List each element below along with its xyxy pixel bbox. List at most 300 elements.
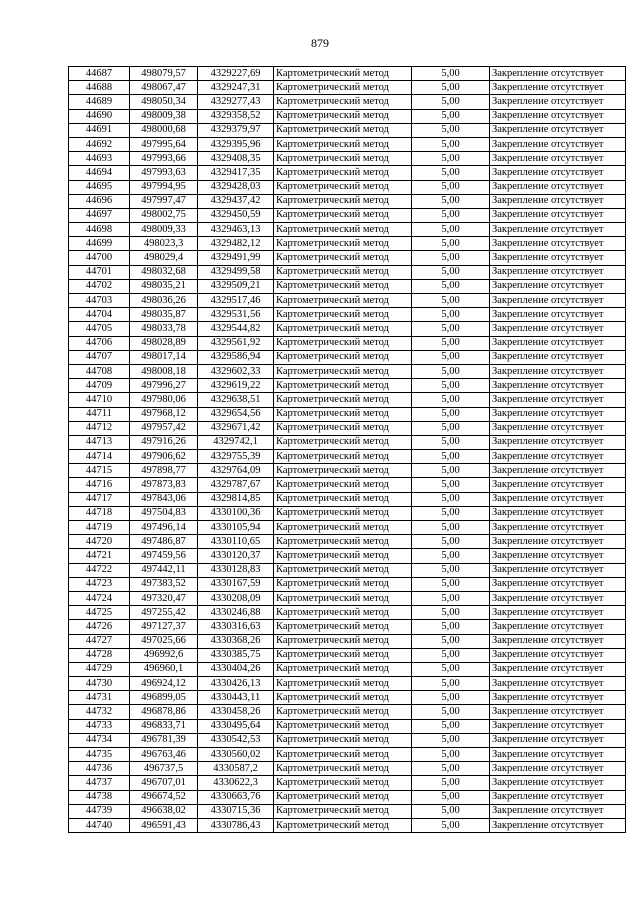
point-number-cell: 44699 bbox=[69, 237, 130, 251]
table-row bbox=[69, 492, 626, 506]
accuracy-cell: 5,00 bbox=[412, 606, 490, 620]
x-coordinate-cell: 496763,46 bbox=[130, 748, 198, 762]
accuracy-cell: 5,00 bbox=[412, 393, 490, 407]
point-number-cell: 44715 bbox=[69, 464, 130, 478]
method-cell: Картометрический метод bbox=[274, 223, 412, 237]
x-coordinate-cell: 496992,6 bbox=[130, 648, 198, 662]
fixing-cell: Закрепление отсутствует bbox=[490, 620, 626, 634]
y-coordinate-cell: 4329428,03 bbox=[198, 180, 274, 194]
method-cell: Картометрический метод bbox=[274, 450, 412, 464]
fixing-cell: Закрепление отсутствует bbox=[490, 748, 626, 762]
y-coordinate-cell: 4330404,26 bbox=[198, 662, 274, 676]
method-cell: Картометрический метод bbox=[274, 364, 412, 378]
page-number: 879 bbox=[311, 36, 329, 50]
fixing-cell: Закрепление отсутствует bbox=[490, 535, 626, 549]
fixing-cell: Закрепление отсутствует bbox=[490, 818, 626, 832]
y-coordinate-cell: 4330110,65 bbox=[198, 535, 274, 549]
accuracy-cell: 5,00 bbox=[412, 549, 490, 563]
table-row bbox=[69, 81, 626, 95]
method-cell: Картометрический метод bbox=[274, 123, 412, 137]
x-coordinate-cell: 497442,11 bbox=[130, 563, 198, 577]
point-number-cell: 44736 bbox=[69, 762, 130, 776]
point-number-cell: 44707 bbox=[69, 350, 130, 364]
x-coordinate-cell: 498036,26 bbox=[130, 294, 198, 308]
y-coordinate-cell: 4330167,59 bbox=[198, 577, 274, 591]
table-row bbox=[69, 421, 626, 435]
y-coordinate-cell: 4330587,2 bbox=[198, 762, 274, 776]
point-number-cell: 44738 bbox=[69, 790, 130, 804]
accuracy-cell: 5,00 bbox=[412, 265, 490, 279]
x-coordinate-cell: 497127,37 bbox=[130, 620, 198, 634]
fixing-cell: Закрепление отсутствует bbox=[490, 294, 626, 308]
fixing-cell: Закрепление отсутствует bbox=[490, 251, 626, 265]
table-row bbox=[69, 648, 626, 662]
accuracy-cell: 5,00 bbox=[412, 506, 490, 520]
accuracy-cell: 5,00 bbox=[412, 705, 490, 719]
accuracy-cell: 5,00 bbox=[412, 521, 490, 535]
point-number-cell: 44716 bbox=[69, 478, 130, 492]
y-coordinate-cell: 4330128,83 bbox=[198, 563, 274, 577]
method-cell: Картометрический метод bbox=[274, 208, 412, 222]
point-number-cell: 44688 bbox=[69, 81, 130, 95]
method-cell: Картометрический метод bbox=[274, 251, 412, 265]
fixing-cell: Закрепление отсутствует bbox=[490, 308, 626, 322]
method-cell: Картометрический метод bbox=[274, 662, 412, 676]
point-number-cell: 44730 bbox=[69, 677, 130, 691]
method-cell: Картометрический метод bbox=[274, 435, 412, 449]
y-coordinate-cell: 4329787,67 bbox=[198, 478, 274, 492]
y-coordinate-cell: 4330663,76 bbox=[198, 790, 274, 804]
x-coordinate-cell: 497898,77 bbox=[130, 464, 198, 478]
table-row bbox=[69, 790, 626, 804]
x-coordinate-cell: 497997,47 bbox=[130, 194, 198, 208]
y-coordinate-cell: 4330458,26 bbox=[198, 705, 274, 719]
y-coordinate-cell: 4330368,26 bbox=[198, 634, 274, 648]
method-cell: Картометрический метод bbox=[274, 705, 412, 719]
y-coordinate-cell: 4330542,53 bbox=[198, 733, 274, 747]
x-coordinate-cell: 497968,12 bbox=[130, 407, 198, 421]
table-row bbox=[69, 393, 626, 407]
point-number-cell: 44737 bbox=[69, 776, 130, 790]
point-number-cell: 44726 bbox=[69, 620, 130, 634]
y-coordinate-cell: 4329742,1 bbox=[198, 435, 274, 449]
fixing-cell: Закрепление отсутствует bbox=[490, 549, 626, 563]
fixing-cell: Закрепление отсутствует bbox=[490, 166, 626, 180]
point-number-cell: 44695 bbox=[69, 180, 130, 194]
table-row bbox=[69, 407, 626, 421]
y-coordinate-cell: 4329395,96 bbox=[198, 137, 274, 151]
x-coordinate-cell: 498028,89 bbox=[130, 336, 198, 350]
x-coordinate-cell: 496924,12 bbox=[130, 677, 198, 691]
point-number-cell: 44705 bbox=[69, 322, 130, 336]
method-cell: Картометрический метод bbox=[274, 521, 412, 535]
y-coordinate-cell: 4330385,75 bbox=[198, 648, 274, 662]
x-coordinate-cell: 496878,86 bbox=[130, 705, 198, 719]
table-row bbox=[69, 563, 626, 577]
accuracy-cell: 5,00 bbox=[412, 95, 490, 109]
fixing-cell: Закрепление отсутствует bbox=[490, 180, 626, 194]
y-coordinate-cell: 4329544,82 bbox=[198, 322, 274, 336]
point-number-cell: 44687 bbox=[69, 67, 130, 81]
x-coordinate-cell: 496591,43 bbox=[130, 818, 198, 832]
accuracy-cell: 5,00 bbox=[412, 407, 490, 421]
y-coordinate-cell: 4329619,22 bbox=[198, 379, 274, 393]
y-coordinate-cell: 4330560,02 bbox=[198, 748, 274, 762]
y-coordinate-cell: 4329764,09 bbox=[198, 464, 274, 478]
table-row bbox=[69, 662, 626, 676]
method-cell: Картометрический метод bbox=[274, 648, 412, 662]
table-row bbox=[69, 67, 626, 81]
x-coordinate-cell: 497504,83 bbox=[130, 506, 198, 520]
accuracy-cell: 5,00 bbox=[412, 563, 490, 577]
y-coordinate-cell: 4330316,63 bbox=[198, 620, 274, 634]
table-row bbox=[69, 478, 626, 492]
method-cell: Картометрический метод bbox=[274, 634, 412, 648]
fixing-cell: Закрепление отсутствует bbox=[490, 563, 626, 577]
point-number-cell: 44727 bbox=[69, 634, 130, 648]
table-row bbox=[69, 95, 626, 109]
table-row bbox=[69, 450, 626, 464]
fixing-cell: Закрепление отсутствует bbox=[490, 634, 626, 648]
x-coordinate-cell: 498032,68 bbox=[130, 265, 198, 279]
method-cell: Картометрический метод bbox=[274, 535, 412, 549]
x-coordinate-cell: 497025,66 bbox=[130, 634, 198, 648]
point-number-cell: 44690 bbox=[69, 109, 130, 123]
point-number-cell: 44693 bbox=[69, 152, 130, 166]
method-cell: Картометрический метод bbox=[274, 591, 412, 605]
y-coordinate-cell: 4329499,58 bbox=[198, 265, 274, 279]
x-coordinate-cell: 497957,42 bbox=[130, 421, 198, 435]
point-number-cell: 44701 bbox=[69, 265, 130, 279]
point-number-cell: 44700 bbox=[69, 251, 130, 265]
method-cell: Картометрический метод bbox=[274, 478, 412, 492]
y-coordinate-cell: 4330443,11 bbox=[198, 691, 274, 705]
accuracy-cell: 5,00 bbox=[412, 237, 490, 251]
fixing-cell: Закрепление отсутствует bbox=[490, 407, 626, 421]
y-coordinate-cell: 4329463,13 bbox=[198, 223, 274, 237]
accuracy-cell: 5,00 bbox=[412, 137, 490, 151]
coordinates-table bbox=[68, 66, 626, 833]
table-row bbox=[69, 294, 626, 308]
x-coordinate-cell: 498067,47 bbox=[130, 81, 198, 95]
table-row bbox=[69, 152, 626, 166]
method-cell: Картометрический метод bbox=[274, 152, 412, 166]
x-coordinate-cell: 498033,78 bbox=[130, 322, 198, 336]
y-coordinate-cell: 4329671,42 bbox=[198, 421, 274, 435]
accuracy-cell: 5,00 bbox=[412, 748, 490, 762]
y-coordinate-cell: 4329531,56 bbox=[198, 308, 274, 322]
accuracy-cell: 5,00 bbox=[412, 492, 490, 506]
method-cell: Картометрический метод bbox=[274, 407, 412, 421]
method-cell: Картометрический метод bbox=[274, 265, 412, 279]
accuracy-cell: 5,00 bbox=[412, 152, 490, 166]
accuracy-cell: 5,00 bbox=[412, 790, 490, 804]
table-row bbox=[69, 705, 626, 719]
method-cell: Картометрический метод bbox=[274, 322, 412, 336]
y-coordinate-cell: 4329654,56 bbox=[198, 407, 274, 421]
x-coordinate-cell: 496833,71 bbox=[130, 719, 198, 733]
accuracy-cell: 5,00 bbox=[412, 733, 490, 747]
fixing-cell: Закрепление отсутствует bbox=[490, 478, 626, 492]
point-number-cell: 44722 bbox=[69, 563, 130, 577]
y-coordinate-cell: 4330246,88 bbox=[198, 606, 274, 620]
point-number-cell: 44698 bbox=[69, 223, 130, 237]
accuracy-cell: 5,00 bbox=[412, 180, 490, 194]
fixing-cell: Закрепление отсутствует bbox=[490, 464, 626, 478]
method-cell: Картометрический метод bbox=[274, 776, 412, 790]
fixing-cell: Закрепление отсутствует bbox=[490, 95, 626, 109]
fixing-cell: Закрепление отсутствует bbox=[490, 521, 626, 535]
x-coordinate-cell: 498035,21 bbox=[130, 279, 198, 293]
table-row bbox=[69, 364, 626, 378]
table-row bbox=[69, 123, 626, 137]
x-coordinate-cell: 497873,83 bbox=[130, 478, 198, 492]
accuracy-cell: 5,00 bbox=[412, 634, 490, 648]
accuracy-cell: 5,00 bbox=[412, 166, 490, 180]
fixing-cell: Закрепление отсутствует bbox=[490, 719, 626, 733]
fixing-cell: Закрепление отсутствует bbox=[490, 705, 626, 719]
fixing-cell: Закрепление отсутствует bbox=[490, 606, 626, 620]
y-coordinate-cell: 4329509,21 bbox=[198, 279, 274, 293]
accuracy-cell: 5,00 bbox=[412, 818, 490, 832]
accuracy-cell: 5,00 bbox=[412, 804, 490, 818]
y-coordinate-cell: 4330495,64 bbox=[198, 719, 274, 733]
x-coordinate-cell: 497459,56 bbox=[130, 549, 198, 563]
fixing-cell: Закрепление отсутствует bbox=[490, 804, 626, 818]
fixing-cell: Закрепление отсутствует bbox=[490, 393, 626, 407]
x-coordinate-cell: 497496,14 bbox=[130, 521, 198, 535]
y-coordinate-cell: 4330715,36 bbox=[198, 804, 274, 818]
x-coordinate-cell: 496899,05 bbox=[130, 691, 198, 705]
accuracy-cell: 5,00 bbox=[412, 648, 490, 662]
accuracy-cell: 5,00 bbox=[412, 478, 490, 492]
point-number-cell: 44724 bbox=[69, 591, 130, 605]
accuracy-cell: 5,00 bbox=[412, 379, 490, 393]
x-coordinate-cell: 498023,3 bbox=[130, 237, 198, 251]
x-coordinate-cell: 497995,64 bbox=[130, 137, 198, 151]
point-number-cell: 44719 bbox=[69, 521, 130, 535]
method-cell: Картометрический метод bbox=[274, 677, 412, 691]
point-number-cell: 44734 bbox=[69, 733, 130, 747]
table-row bbox=[69, 322, 626, 336]
y-coordinate-cell: 4330120,37 bbox=[198, 549, 274, 563]
point-number-cell: 44718 bbox=[69, 506, 130, 520]
x-coordinate-cell: 498035,87 bbox=[130, 308, 198, 322]
y-coordinate-cell: 4329450,59 bbox=[198, 208, 274, 222]
method-cell: Картометрический метод bbox=[274, 279, 412, 293]
table-row bbox=[69, 166, 626, 180]
x-coordinate-cell: 496707,01 bbox=[130, 776, 198, 790]
y-coordinate-cell: 4330426,13 bbox=[198, 677, 274, 691]
x-coordinate-cell: 498002,75 bbox=[130, 208, 198, 222]
x-coordinate-cell: 496638,02 bbox=[130, 804, 198, 818]
accuracy-cell: 5,00 bbox=[412, 67, 490, 81]
x-coordinate-cell: 498029,4 bbox=[130, 251, 198, 265]
accuracy-cell: 5,00 bbox=[412, 81, 490, 95]
fixing-cell: Закрепление отсутствует bbox=[490, 492, 626, 506]
fixing-cell: Закрепление отсутствует bbox=[490, 208, 626, 222]
x-coordinate-cell: 496674,52 bbox=[130, 790, 198, 804]
point-number-cell: 44708 bbox=[69, 364, 130, 378]
y-coordinate-cell: 4330208,09 bbox=[198, 591, 274, 605]
fixing-cell: Закрепление отсутствует bbox=[490, 677, 626, 691]
fixing-cell: Закрепление отсутствует bbox=[490, 790, 626, 804]
point-number-cell: 44712 bbox=[69, 421, 130, 435]
table-row bbox=[69, 620, 626, 634]
table-row bbox=[69, 137, 626, 151]
method-cell: Картометрический метод bbox=[274, 606, 412, 620]
x-coordinate-cell: 497980,06 bbox=[130, 393, 198, 407]
table-row bbox=[69, 804, 626, 818]
fixing-cell: Закрепление отсутствует bbox=[490, 435, 626, 449]
point-number-cell: 44713 bbox=[69, 435, 130, 449]
y-coordinate-cell: 4329408,35 bbox=[198, 152, 274, 166]
x-coordinate-cell: 498009,38 bbox=[130, 109, 198, 123]
fixing-cell: Закрепление отсутствует bbox=[490, 81, 626, 95]
table-row bbox=[69, 634, 626, 648]
method-cell: Картометрический метод bbox=[274, 563, 412, 577]
y-coordinate-cell: 4329814,85 bbox=[198, 492, 274, 506]
table-row bbox=[69, 591, 626, 605]
point-number-cell: 44725 bbox=[69, 606, 130, 620]
point-number-cell: 44732 bbox=[69, 705, 130, 719]
method-cell: Картометрический метод bbox=[274, 137, 412, 151]
table-row bbox=[69, 762, 626, 776]
method-cell: Картометрический метод bbox=[274, 180, 412, 194]
table-row bbox=[69, 336, 626, 350]
x-coordinate-cell: 498017,14 bbox=[130, 350, 198, 364]
table-row bbox=[69, 237, 626, 251]
point-number-cell: 44740 bbox=[69, 818, 130, 832]
table-row bbox=[69, 279, 626, 293]
method-cell: Картометрический метод bbox=[274, 549, 412, 563]
table-row bbox=[69, 223, 626, 237]
x-coordinate-cell: 497994,95 bbox=[130, 180, 198, 194]
fixing-cell: Закрепление отсутствует bbox=[490, 137, 626, 151]
x-coordinate-cell: 496781,39 bbox=[130, 733, 198, 747]
table-row bbox=[69, 606, 626, 620]
point-number-cell: 44704 bbox=[69, 308, 130, 322]
table-row bbox=[69, 535, 626, 549]
accuracy-cell: 5,00 bbox=[412, 450, 490, 464]
y-coordinate-cell: 4329417,35 bbox=[198, 166, 274, 180]
method-cell: Картометрический метод bbox=[274, 733, 412, 747]
point-number-cell: 44702 bbox=[69, 279, 130, 293]
accuracy-cell: 5,00 bbox=[412, 620, 490, 634]
y-coordinate-cell: 4329517,46 bbox=[198, 294, 274, 308]
table-row bbox=[69, 251, 626, 265]
method-cell: Картометрический метод bbox=[274, 237, 412, 251]
point-number-cell: 44703 bbox=[69, 294, 130, 308]
table-row bbox=[69, 748, 626, 762]
point-number-cell: 44692 bbox=[69, 137, 130, 151]
y-coordinate-cell: 4329602,33 bbox=[198, 364, 274, 378]
table-row bbox=[69, 691, 626, 705]
accuracy-cell: 5,00 bbox=[412, 762, 490, 776]
method-cell: Картометрический метод bbox=[274, 81, 412, 95]
y-coordinate-cell: 4330100,36 bbox=[198, 506, 274, 520]
method-cell: Картометрический метод bbox=[274, 336, 412, 350]
point-number-cell: 44735 bbox=[69, 748, 130, 762]
fixing-cell: Закрепление отсутствует bbox=[490, 379, 626, 393]
accuracy-cell: 5,00 bbox=[412, 662, 490, 676]
method-cell: Картометрический метод bbox=[274, 95, 412, 109]
method-cell: Картометрический метод bbox=[274, 166, 412, 180]
method-cell: Картометрический метод bbox=[274, 393, 412, 407]
x-coordinate-cell: 497486,87 bbox=[130, 535, 198, 549]
y-coordinate-cell: 4329227,69 bbox=[198, 67, 274, 81]
method-cell: Картометрический метод bbox=[274, 691, 412, 705]
point-number-cell: 44709 bbox=[69, 379, 130, 393]
x-coordinate-cell: 497320,47 bbox=[130, 591, 198, 605]
fixing-cell: Закрепление отсутствует bbox=[490, 421, 626, 435]
fixing-cell: Закрепление отсутствует bbox=[490, 662, 626, 676]
y-coordinate-cell: 4329755,39 bbox=[198, 450, 274, 464]
table-row bbox=[69, 818, 626, 832]
point-number-cell: 44711 bbox=[69, 407, 130, 421]
table-row bbox=[69, 435, 626, 449]
point-number-cell: 44720 bbox=[69, 535, 130, 549]
y-coordinate-cell: 4329437,42 bbox=[198, 194, 274, 208]
table-row bbox=[69, 719, 626, 733]
fixing-cell: Закрепление отсутствует bbox=[490, 152, 626, 166]
accuracy-cell: 5,00 bbox=[412, 294, 490, 308]
point-number-cell: 44721 bbox=[69, 549, 130, 563]
table-row bbox=[69, 549, 626, 563]
point-number-cell: 44691 bbox=[69, 123, 130, 137]
table-row bbox=[69, 109, 626, 123]
y-coordinate-cell: 4330786,43 bbox=[198, 818, 274, 832]
accuracy-cell: 5,00 bbox=[412, 421, 490, 435]
point-number-cell: 44694 bbox=[69, 166, 130, 180]
method-cell: Картометрический метод bbox=[274, 719, 412, 733]
method-cell: Картометрический метод bbox=[274, 294, 412, 308]
point-number-cell: 44714 bbox=[69, 450, 130, 464]
y-coordinate-cell: 4330622,3 bbox=[198, 776, 274, 790]
point-number-cell: 44717 bbox=[69, 492, 130, 506]
point-number-cell: 44697 bbox=[69, 208, 130, 222]
y-coordinate-cell: 4329491,99 bbox=[198, 251, 274, 265]
x-coordinate-cell: 496960,1 bbox=[130, 662, 198, 676]
accuracy-cell: 5,00 bbox=[412, 364, 490, 378]
accuracy-cell: 5,00 bbox=[412, 123, 490, 137]
method-cell: Картометрический метод bbox=[274, 379, 412, 393]
accuracy-cell: 5,00 bbox=[412, 691, 490, 705]
method-cell: Картометрический метод bbox=[274, 194, 412, 208]
table-row bbox=[69, 577, 626, 591]
accuracy-cell: 5,00 bbox=[412, 435, 490, 449]
x-coordinate-cell: 498008,18 bbox=[130, 364, 198, 378]
table-row bbox=[69, 208, 626, 222]
accuracy-cell: 5,00 bbox=[412, 719, 490, 733]
table-row bbox=[69, 776, 626, 790]
x-coordinate-cell: 497906,62 bbox=[130, 450, 198, 464]
method-cell: Картометрический метод bbox=[274, 577, 412, 591]
point-number-cell: 44689 bbox=[69, 95, 130, 109]
y-coordinate-cell: 4329482,12 bbox=[198, 237, 274, 251]
accuracy-cell: 5,00 bbox=[412, 251, 490, 265]
accuracy-cell: 5,00 bbox=[412, 577, 490, 591]
y-coordinate-cell: 4329561,92 bbox=[198, 336, 274, 350]
method-cell: Картометрический метод bbox=[274, 350, 412, 364]
fixing-cell: Закрепление отсутствует bbox=[490, 364, 626, 378]
method-cell: Картометрический метод bbox=[274, 464, 412, 478]
method-cell: Картометрический метод bbox=[274, 762, 412, 776]
table-row bbox=[69, 464, 626, 478]
fixing-cell: Закрепление отсутствует bbox=[490, 506, 626, 520]
fixing-cell: Закрепление отсутствует bbox=[490, 733, 626, 747]
y-coordinate-cell: 4330105,94 bbox=[198, 521, 274, 535]
